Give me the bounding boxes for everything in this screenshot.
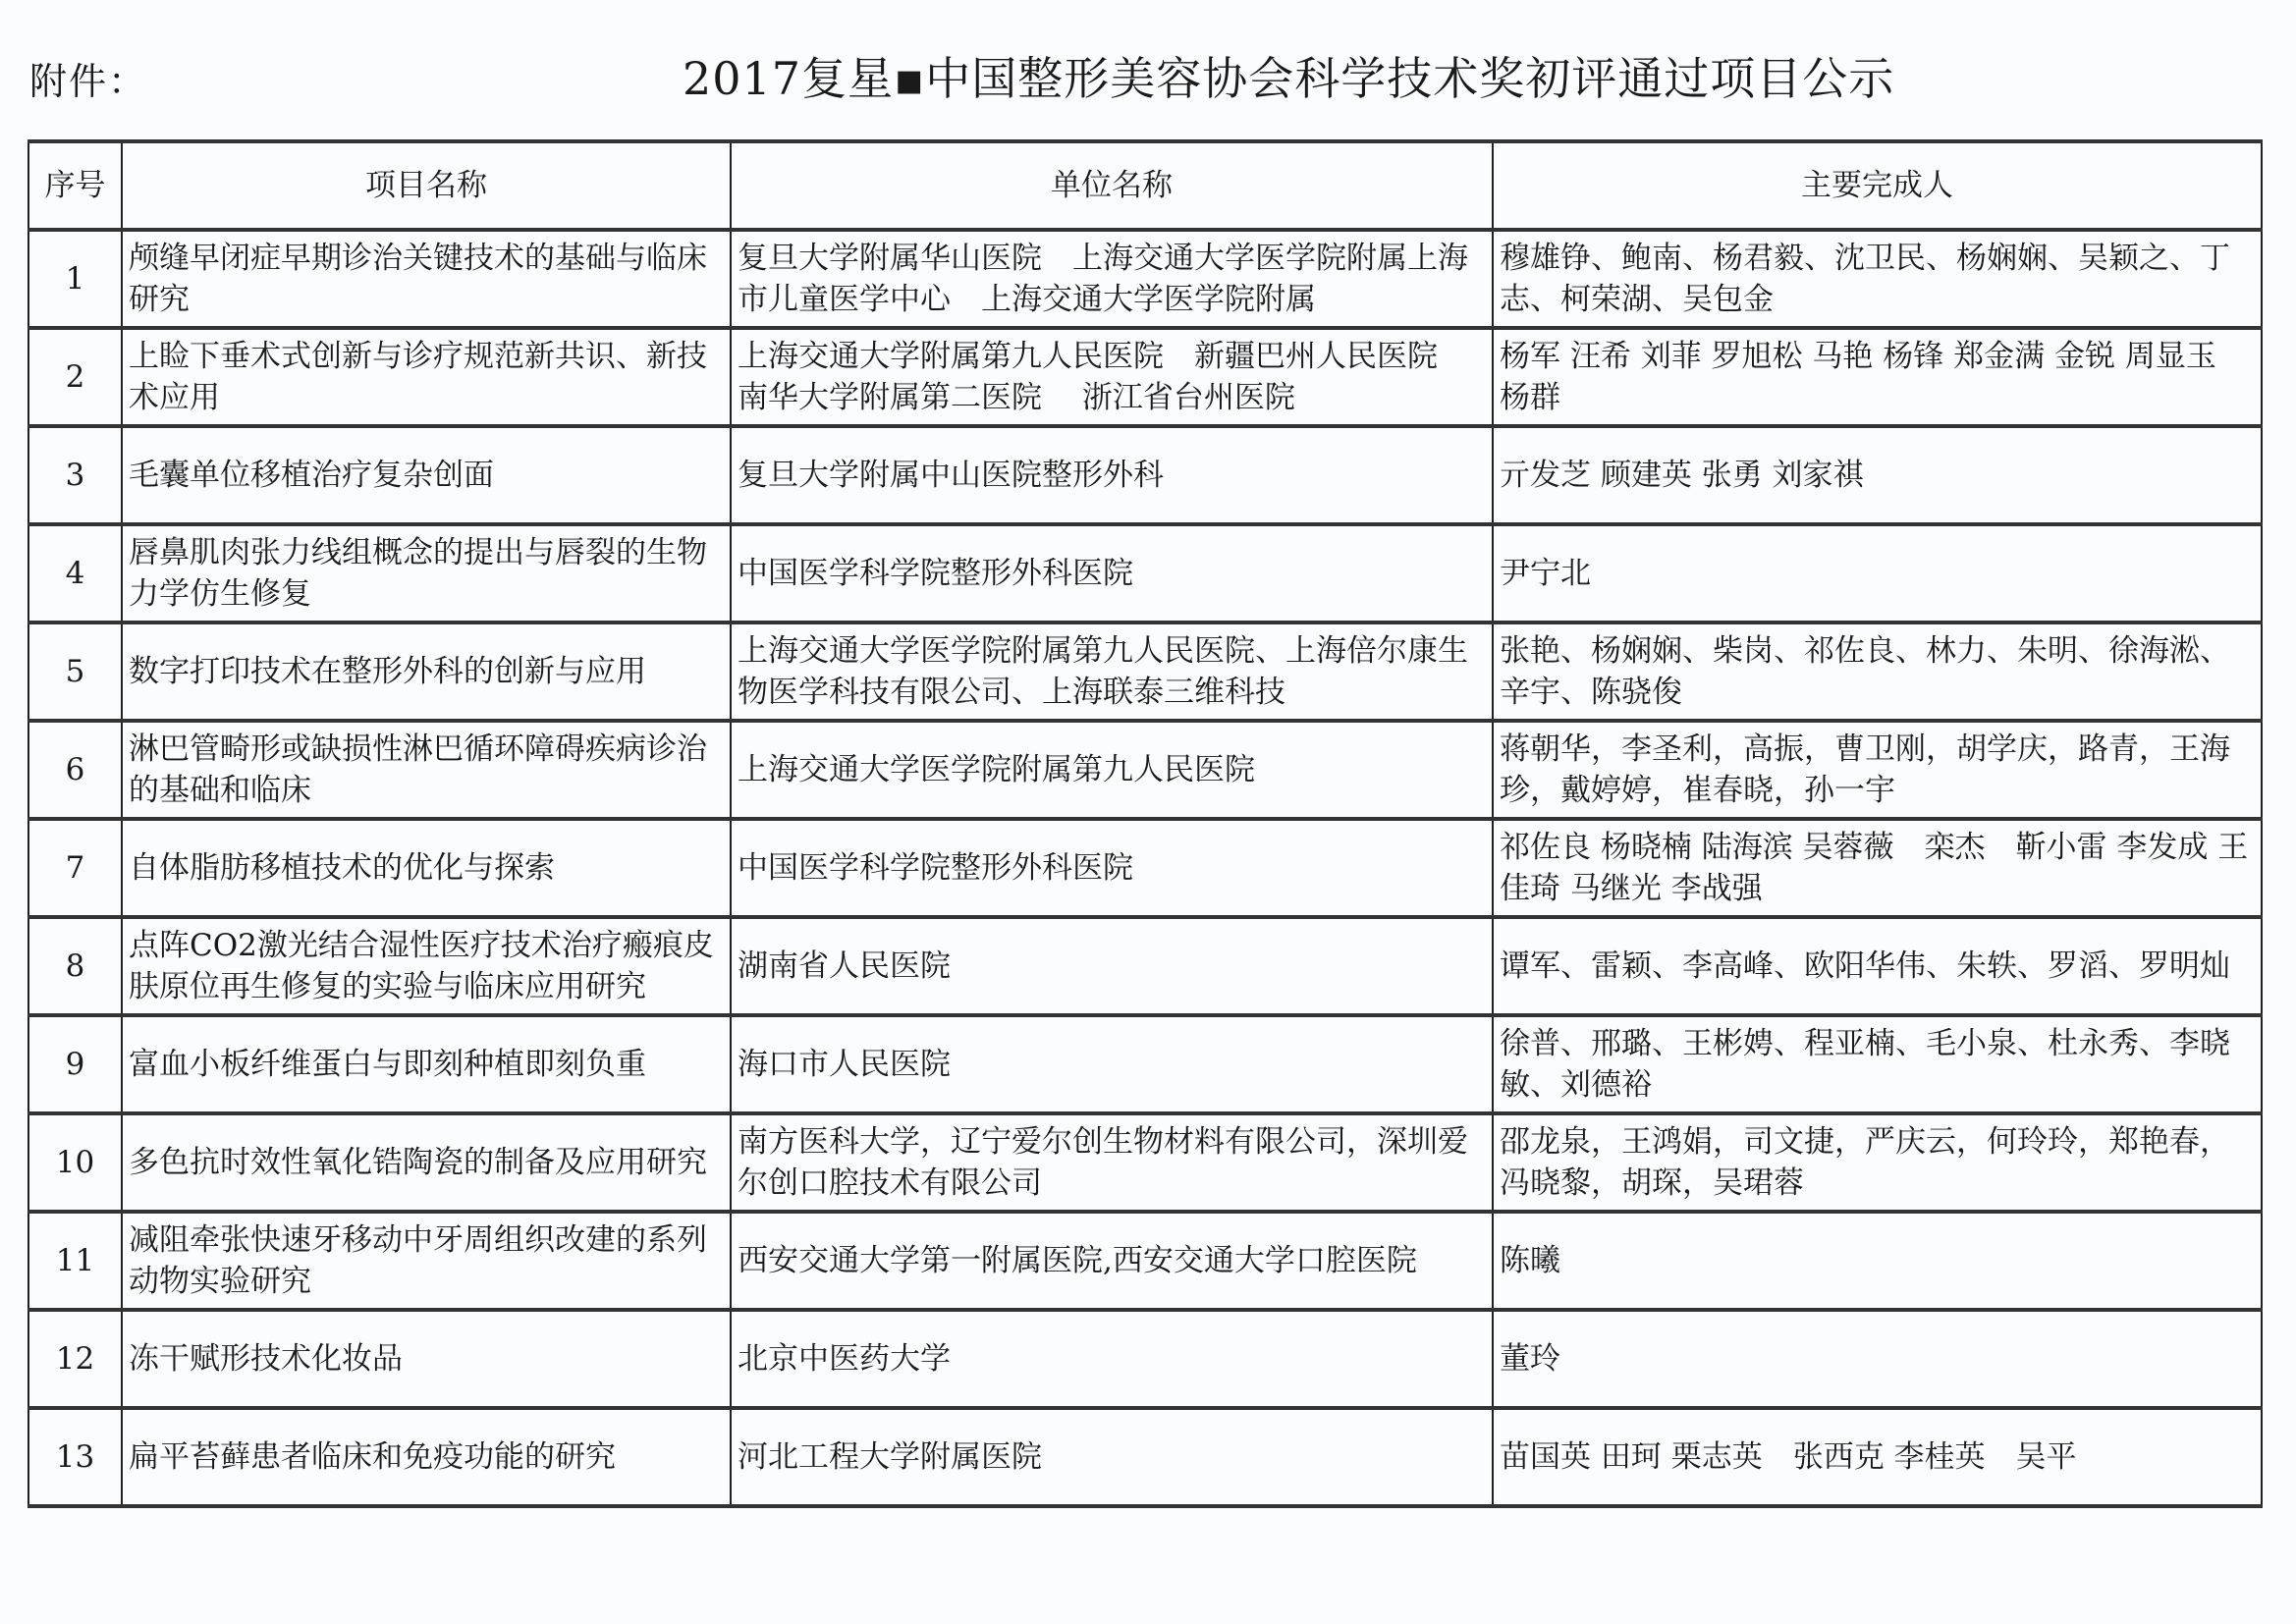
table-row [28,1212,2262,1310]
cell-unit: 上海交通大学医学院附属第九人民医院 [731,721,1493,819]
cell-unit: 湖南省人民医院 [731,917,1493,1015]
cell-persons: 亓发芝 顾建英 张勇 刘家祺 [1493,426,2262,524]
cell-num: 4 [28,524,122,623]
awards-table [27,139,2263,1508]
table-row [28,1015,2262,1113]
cell-persons: 董玲 [1493,1310,2262,1408]
attachment-label: 附件： [29,60,148,103]
cell-unit: 上海交通大学医学院附属第九人民医院、上海倍尔康生物医学科技有限公司、上海联泰三维科技 [731,623,1493,721]
header-persons: 主要完成人 [1493,141,2262,230]
cell-num: 6 [28,721,122,819]
cell-unit: 南方医科大学，辽宁爱尔创生物材料有限公司，深圳爱尔创口腔技术有限公司 [731,1113,1493,1212]
cell-project: 冻干赋形技术化妆品 [122,1310,731,1408]
header-project: 项目名称 [122,141,731,230]
page-title: 2017复星▪中国整形美容协会科学技术奖初评通过项目公示 [683,52,1895,105]
cell-project: 富血小板纤维蛋白与即刻种植即刻负重 [122,1015,731,1113]
cell-project: 扁平苔藓患者临床和免疫功能的研究 [122,1408,731,1506]
cell-project: 数字打印技术在整形外科的创新与应用 [122,623,731,721]
cell-num: 2 [28,328,122,426]
cell-project: 唇鼻肌肉张力线组概念的提出与唇裂的生物力学仿生修复 [122,524,731,623]
cell-unit: 中国医学科学院整形外科医院 [731,819,1493,917]
cell-num: 7 [28,819,122,917]
table-header-row [28,141,2262,230]
cell-unit: 中国医学科学院整形外科医院 [731,524,1493,623]
cell-persons: 杨军 汪希 刘菲 罗旭松 马艳 杨锋 郑金满 金锐 周显玉 杨群 [1493,328,2262,426]
cell-project: 减阻牵张快速牙移动中牙周组织改建的系列动物实验研究 [122,1212,731,1310]
cell-unit: 上海交通大学附属第九人民医院 新疆巴州人民医院 南华大学附属第二医院 浙江省台州医院 [731,328,1493,426]
cell-persons: 谭军、雷颖、李高峰、欧阳华伟、朱轶、罗滔、罗明灿 [1493,917,2262,1015]
cell-persons: 蒋朝华，李圣利，高振，曹卫刚，胡学庆，路青，王海珍，戴婷婷，崔春晓，孙一宇 [1493,721,2262,819]
cell-persons: 徐普、邢璐、王彬娉、程亚楠、毛小泉、杜永秀、李晓敏、刘德裕 [1493,1015,2262,1113]
cell-unit: 海口市人民医院 [731,1015,1493,1113]
cell-num: 9 [28,1015,122,1113]
cell-project: 多色抗时效性氧化锆陶瓷的制备及应用研究 [122,1113,731,1212]
cell-persons: 邵龙泉，王鸿娟，司文捷，严庆云，何玲玲，郑艳春，冯晓黎，胡琛，吴珺蓉 [1493,1113,2262,1212]
cell-unit: 河北工程大学附属医院 [731,1408,1493,1506]
cell-num: 8 [28,917,122,1015]
table-row [28,721,2262,819]
cell-project: 点阵CO2激光结合湿性医疗技术治疗瘢痕皮肤原位再生修复的实验与临床应用研究 [122,917,731,1015]
table-row [28,623,2262,721]
cell-persons: 穆雄铮、鲍南、杨君毅、沈卫民、杨娴娴、吴颖之、丁志、柯荣湖、吴包金 [1493,230,2262,328]
cell-persons: 张艳、杨娴娴、柴岗、祁佐良、林力、朱明、徐海淞、辛宇、陈骁俊 [1493,623,2262,721]
cell-persons: 苗国英 田珂 栗志英 张西克 李桂英 吴平 [1493,1408,2262,1506]
cell-num: 1 [28,230,122,328]
table-row [28,1113,2262,1212]
cell-project: 毛囊单位移植治疗复杂创面 [122,426,731,524]
cell-num: 11 [28,1212,122,1310]
cell-project: 自体脂肪移植技术的优化与探索 [122,819,731,917]
cell-project: 淋巴管畸形或缺损性淋巴循环障碍疾病诊治的基础和临床 [122,721,731,819]
cell-unit: 复旦大学附属中山医院整形外科 [731,426,1493,524]
table-row [28,328,2262,426]
cell-unit: 西安交通大学第一附属医院,西安交通大学口腔医院 [731,1212,1493,1310]
header-unit: 单位名称 [731,141,1493,230]
table-row [28,230,2262,328]
cell-num: 5 [28,623,122,721]
cell-persons: 陈曦 [1493,1212,2262,1310]
cell-persons: 尹宁北 [1493,524,2262,623]
table-row [28,1408,2262,1506]
cell-unit: 北京中医药大学 [731,1310,1493,1408]
cell-project: 颅缝早闭症早期诊治关键技术的基础与临床研究 [122,230,731,328]
table-row [28,426,2262,524]
table-row [28,524,2262,623]
table-row [28,819,2262,917]
cell-num: 12 [28,1310,122,1408]
header-num: 序号 [28,141,122,230]
cell-num: 3 [28,426,122,524]
cell-project: 上睑下垂术式创新与诊疗规范新共识、新技术应用 [122,328,731,426]
cell-unit: 复旦大学附属华山医院 上海交通大学医学院附属上海市儿童医学中心 上海交通大学医学院附属 [731,230,1493,328]
cell-num: 10 [28,1113,122,1212]
table-row [28,917,2262,1015]
table-row [28,1310,2262,1408]
cell-num: 13 [28,1408,122,1506]
cell-persons: 祁佐良 杨晓楠 陆海滨 吴蓉薇 栾杰 靳小雷 李发成 王佳琦 马继光 李战强 [1493,819,2262,917]
